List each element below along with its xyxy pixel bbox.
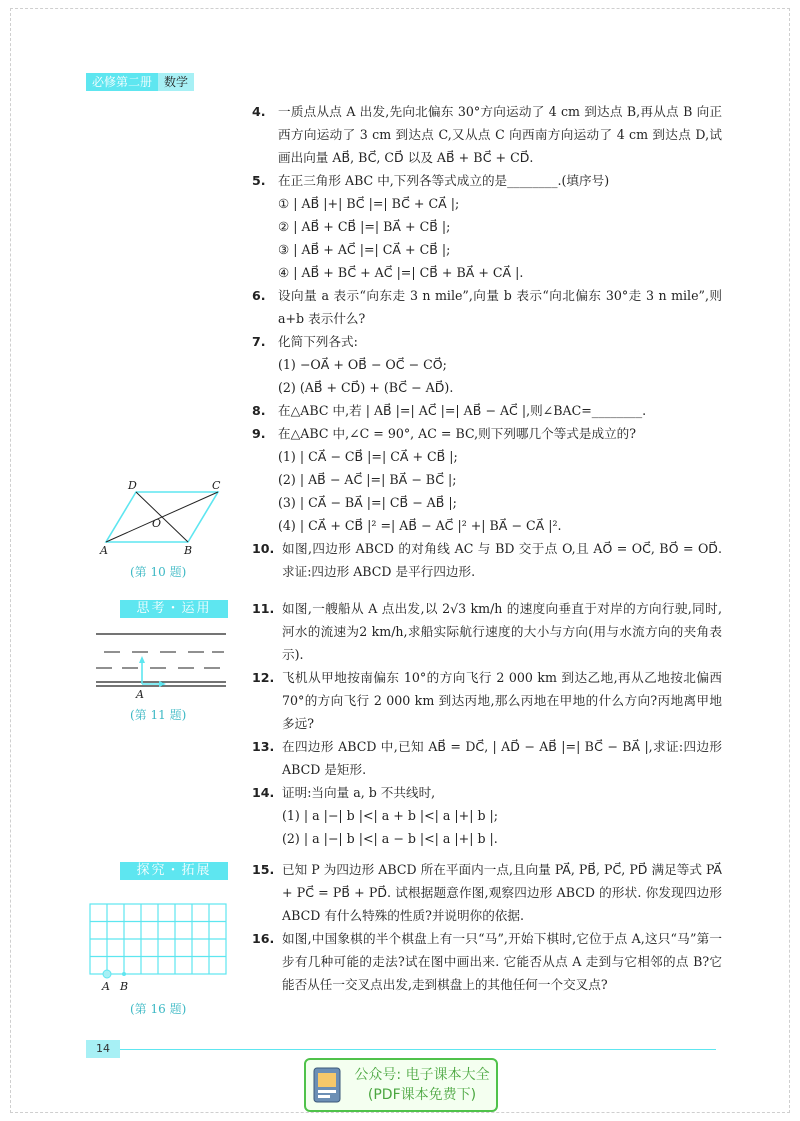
sub-item: (2) (AB⃗ + CD⃗) + (BC⃗ − AD⃗). xyxy=(278,380,454,395)
sub-item: ④ | AB⃗ + BC⃗ + AC⃗ |=| CB⃗ + BA⃗ + CA⃗ |. xyxy=(278,265,524,280)
problem-14 xyxy=(252,781,722,850)
figure-16-chessboard xyxy=(86,900,232,998)
problem-number: 15. xyxy=(252,862,275,877)
label-B: B xyxy=(184,544,193,557)
problem-number: 16. xyxy=(252,931,275,946)
problem-number: 13. xyxy=(252,739,275,754)
label-O: O xyxy=(152,517,162,530)
problem-number: 9. xyxy=(252,426,266,441)
problem-number: 4. xyxy=(252,104,266,119)
problem-12 xyxy=(252,666,722,735)
problem-text: 在正三角形 ABC 中,下列各等式成立的是________.(填序号) xyxy=(278,173,610,188)
problem-text: 证明:当向量 a, b 不共线时, xyxy=(282,785,436,800)
section-label-explore-extend: 探究・拓展 xyxy=(120,862,228,880)
section-label-think-apply: 思考・运用 xyxy=(120,600,228,618)
sub-item: ① | AB⃗ |+| BC⃗ |=| BC⃗ + CA⃗ |; xyxy=(278,196,460,211)
problem-15 xyxy=(252,858,722,927)
problem-text: 如图,中国象棋的半个棋盘上有一只“马”,开始下棋时,它位于点 A,这只“马”第一步有几种可能的走法?试在图中画出来. 它能否从点 A 走到与它相邻的点 B?它能否从任一交叉点出发,走到棋盘上的其他任何一个交叉点? xyxy=(282,931,722,992)
sub-item: (2) | a |−| b |<| a − b |<| a |+| b |. xyxy=(282,831,498,846)
watermark-line1: 公众号: 电子课本大全 xyxy=(354,1067,490,1083)
sub-item: (1) | CA⃗ − CB⃗ |=| CA⃗ + CB⃗ |; xyxy=(278,449,458,464)
problem-text: 飞机从甲地按南偏东 10°的方向飞行 2 000 km 到达乙地,再从乙地按北偏西 70°的方向飞行 2 000 km 到达丙地,那么丙地在甲地的什么方向?丙地离甲地多远? xyxy=(282,670,722,731)
problem-text: 在△ABC 中,若 | AB⃗ |=| AC⃗ |=| AB⃗ − AC⃗ |,则∠BAC=________. xyxy=(278,403,647,418)
problem-text: 一质点从点 A 出发,先向北偏东 30°方向运动了 4 cm 到达点 B,再从点 B 向正西方向运动了 3 cm 到达点 C,又从点 C 向西南方向运动了 4 cm 到达点 D,试画出向量 AB⃗, BC⃗, CD⃗ 以及 AB⃗ + BC⃗ + CD⃗. xyxy=(278,104,722,165)
problem-9 xyxy=(252,422,722,537)
problem-number: 14. xyxy=(252,785,275,800)
sub-item: (3) | CA⃗ − BA⃗ |=| CB⃗ − AB⃗ |; xyxy=(278,495,457,510)
problem-text: 化简下列各式: xyxy=(278,334,358,349)
problem-text: 如图,四边形 ABCD 的对角线 AC 与 BD 交于点 O,且 AO⃗ = OC⃗, BO⃗ = OD⃗. 求证:四边形 ABCD 是平行四边形. xyxy=(282,541,722,579)
sub-item: (1) −OA⃗ + OB⃗ − OC⃗ − CO⃗; xyxy=(278,357,447,372)
sub-item: ③ | AB⃗ + AC⃗ |=| CA⃗ + CB⃗ |; xyxy=(278,242,451,257)
figure-11-caption: (第 11 题) xyxy=(130,708,187,722)
figure-16-caption: (第 16 题) xyxy=(130,1002,187,1016)
problem-number: 12. xyxy=(252,670,275,685)
figure-10-parallelogram xyxy=(92,478,232,558)
problem-number: 10. xyxy=(252,541,275,556)
problem-number: 5. xyxy=(252,173,266,188)
problem-8 xyxy=(252,399,722,422)
sub-item: (4) | CA⃗ + CB⃗ |² =| AB⃗ − AC⃗ |² +| BA⃗ − CA⃗ |². xyxy=(278,518,562,533)
figure-10-caption: (第 10 题) xyxy=(130,565,187,579)
label-B: B xyxy=(120,980,129,993)
watermark-text xyxy=(348,1065,496,1105)
problem-number: 6. xyxy=(252,288,266,303)
label-A: A xyxy=(102,980,110,993)
problem-10 xyxy=(252,537,722,583)
book-tag: 必修第二册 xyxy=(86,73,158,91)
figure-11-river xyxy=(92,628,232,700)
problem-text: 设向量 a 表示“向东走 3 n mile”,向量 b 表示“向北偏东 30°走 3 n mile”,则 a+b 表示什么? xyxy=(278,288,722,326)
problem-13 xyxy=(252,735,722,781)
problem-7 xyxy=(252,330,722,399)
problem-number: 8. xyxy=(252,403,266,418)
label-D: D xyxy=(128,479,137,492)
problem-text: 已知 P 为四边形 ABCD 所在平面内一点,且向量 PA⃗, PB⃗, PC⃗, PD⃗ 满足等式 PA⃗ + PC⃗ = PB⃗ + PD⃗. 试根据题意作图,观察四边形 ABCD 的形状. 你发现四边形 ABCD 有什么特殊的性质?并说明你的依据. xyxy=(282,862,722,923)
problem-11 xyxy=(252,597,722,666)
label-A: A xyxy=(136,688,144,700)
watermark-line2: (PDF课本免费下) xyxy=(367,1087,477,1103)
problem-list xyxy=(252,100,722,996)
problem-text: 在△ABC 中,∠C = 90°, AC = BC,则下列哪几个等式是成立的? xyxy=(278,426,637,441)
problem-number: 7. xyxy=(252,334,266,349)
watermark-badge xyxy=(304,1058,498,1112)
label-C: C xyxy=(212,479,221,492)
label-A: A xyxy=(100,544,108,557)
book-logo-icon xyxy=(312,1066,342,1104)
problem-4 xyxy=(252,100,722,169)
problem-text: 如图,一艘船从 A 点出发,以 2√3 km/h 的速度向垂直于对岸的方向行驶,同时,河水的流速为2 km/h,求船实际航行速度的大小与方向(用与水流方向的夹角表示). xyxy=(282,601,722,662)
page-header xyxy=(86,73,194,91)
subject-tag: 数学 xyxy=(158,73,194,91)
sub-item: (2) | AB⃗ − AC⃗ |=| BA⃗ − BC⃗ |; xyxy=(278,472,457,487)
problem-text: 在四边形 ABCD 中,已知 AB⃗ = DC⃗, | AD⃗ − AB⃗ |=| BC⃗ − BA⃗ |,求证:四边形 ABCD 是矩形. xyxy=(282,739,722,777)
problem-16 xyxy=(252,927,722,996)
page-number: 14 xyxy=(86,1040,120,1058)
sub-item: ② | AB⃗ + CB⃗ |=| BA⃗ + CB⃗ |; xyxy=(278,219,451,234)
problem-5 xyxy=(252,169,722,284)
footer-rule xyxy=(86,1049,716,1050)
sub-item: (1) | a |−| b |<| a + b |<| a |+| b |; xyxy=(282,808,499,823)
problem-number: 11. xyxy=(252,601,275,616)
problem-6 xyxy=(252,284,722,330)
